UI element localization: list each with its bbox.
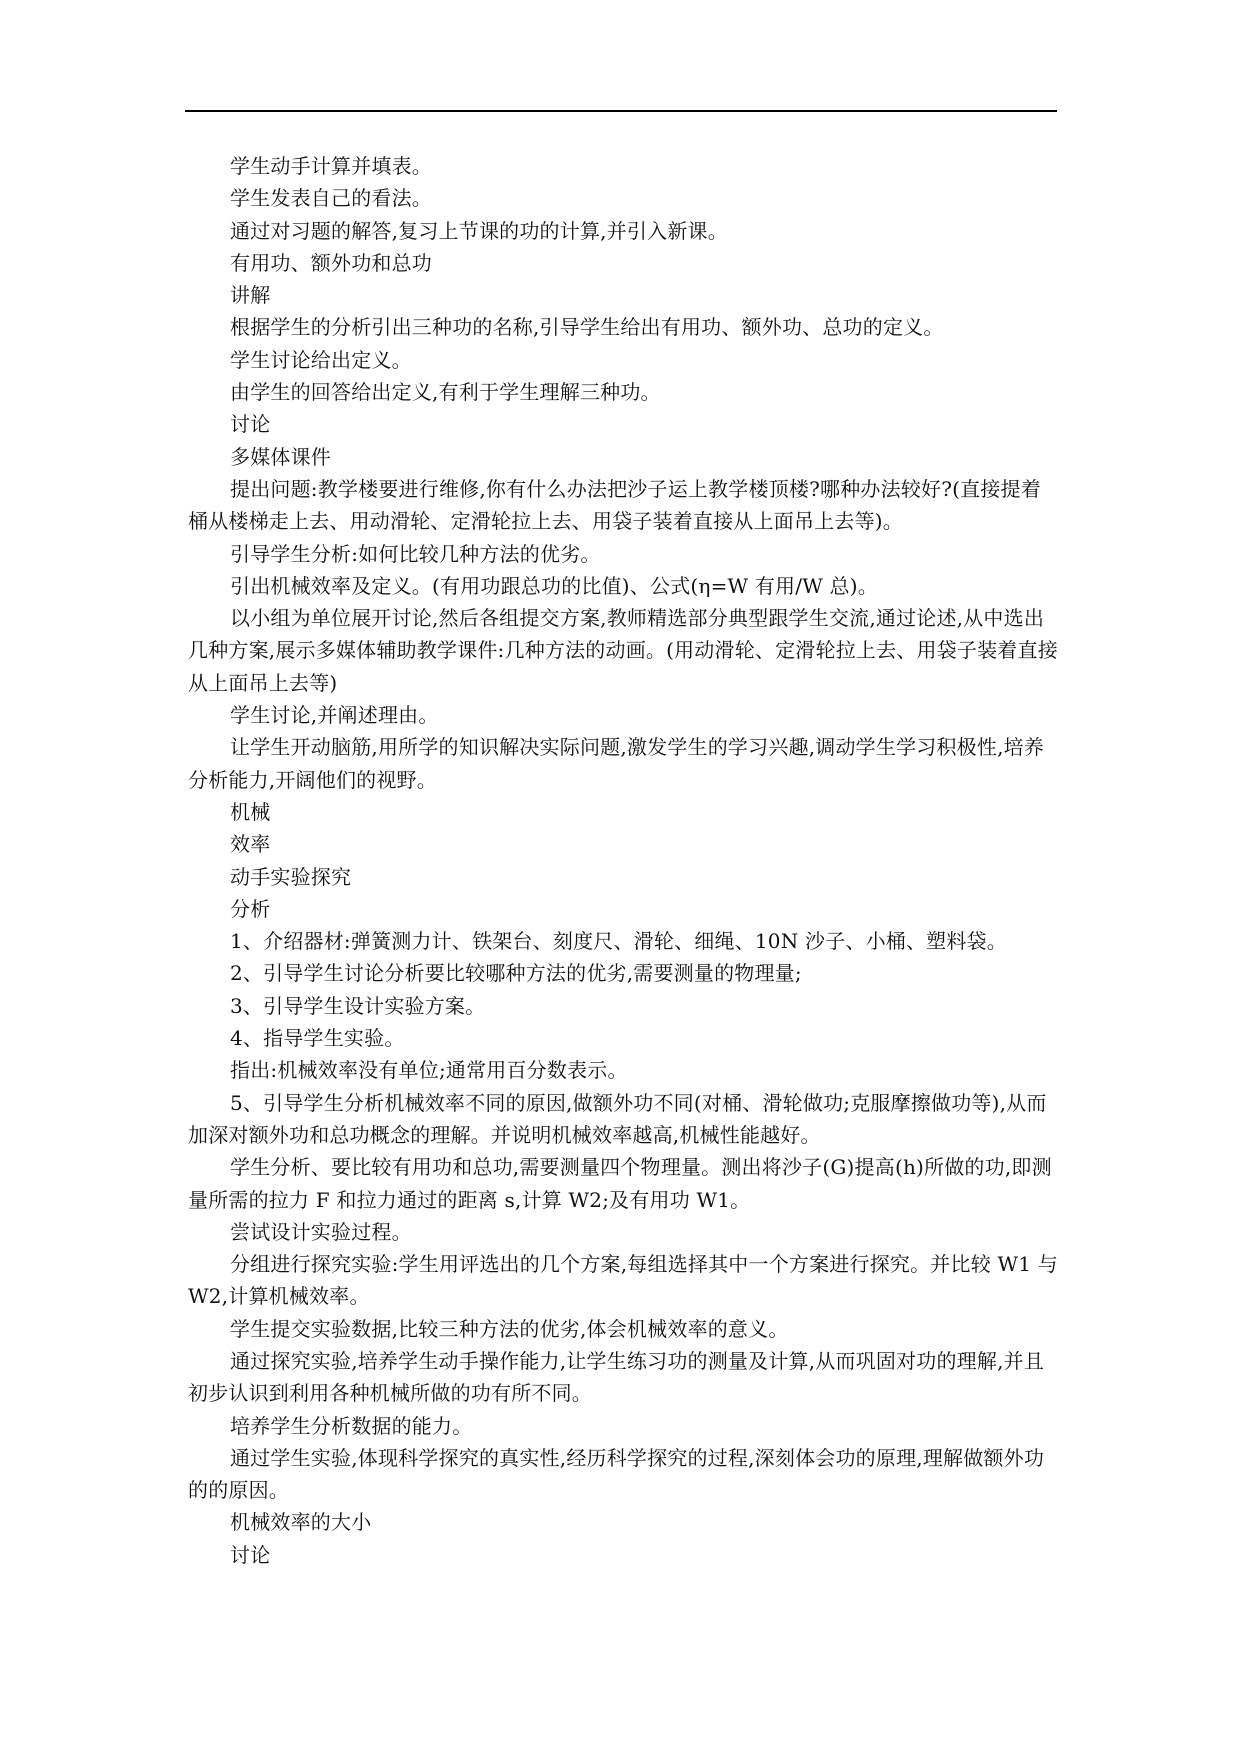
paragraph: 通过探究实验,培养学生动手操作能力,让学生练习功的测量及计算,从而巩固对功的理解,并且初步认识到利用各种机械所做的功有所不同。 [188,1348,1045,1406]
paragraph: 动手实验探究 [230,864,352,889]
paragraph: 学生提交实验数据,比较三种方法的优劣,体会机械效率的意义。 [230,1316,789,1341]
paragraph: 让学生开动脑筋,用所学的知识解决实际问题,激发学生的学习兴趣,调动学生学习积极性,培养分析能力,开阔他们的视野。 [188,735,1045,792]
paragraph: 5、引导学生分析机械效率不同的原因,做额外功不同(对桶、滑轮做功;克服摩擦做功等),从而加深对额外功和总功概念的理解。并说明机械效率越高,机械性能越好。 [188,1090,1047,1147]
paragraph: 指出:机械效率没有单位;通常用百分数表示。 [230,1058,628,1083]
paragraph: 4、指导学生实验。 [230,1026,405,1051]
paragraph: 学生讨论给出定义。 [230,347,412,372]
paragraph: 分析 [230,896,271,921]
paragraph: 机械效率的大小 [230,1510,372,1535]
paragraph: 1、介绍器材:弹簧测力计、铁架台、刻度尺、滑轮、细绳、10N 沙子、小桶、塑料袋。 [230,929,1007,954]
header-rule [185,110,1057,112]
paragraph: 通过学生实验,体现科学探究的真实性,经历科学探究的过程,深刻体会功的原理,理解做额外功的的原因。 [188,1445,1045,1503]
paragraph: 以小组为单位展开讨论,然后各组提交方案,教师精选部分典型跟学生交流,通过论述,从中选出几种方案,展示多媒体辅助教学课件:几种方法的动画。(用动滑轮、定滑轮拉上去、用袋子装着直接从上面吊上去等) [188,606,1058,695]
paragraph: 学生分析、要比较有用功和总功,需要测量四个物理量。测出将沙子(G)提高(h)所做的功,即测量所需的拉力 F 和拉力通过的距离 s,计算 W2;及有用功 W1。 [188,1155,1052,1212]
paragraph: 机械 [230,799,271,824]
paragraph: 2、引导学生讨论分析要比较哪种方法的优劣,需要测量的物理量; [230,961,802,986]
paragraph: 学生发表自己的看法。 [230,186,432,211]
paragraph: 学生讨论,并阐述理由。 [230,703,439,728]
paragraph: 讨论 [230,412,271,437]
paragraph: 多媒体课件 [230,444,331,469]
paragraph: 学生动手计算并填表。 [230,154,432,178]
paragraph: 3、引导学生设计实验方案。 [230,993,486,1018]
paragraph: 由学生的回答给出定义,有利于学生理解三种功。 [230,380,661,405]
paragraph: 通过对习题的解答,复习上节课的功的计算,并引入新课。 [230,218,728,243]
paragraph: 讲解 [230,283,271,308]
paragraph: 效率 [230,832,271,857]
paragraph: 有用功、额外功和总功 [230,250,432,275]
paragraph: 引出机械效率及定义。(有用功跟总功的比值)、公式(η=W 有用/W 总)。 [230,573,878,598]
paragraph: 提出问题:教学楼要进行维修,你有什么办法把沙子运上教学楼顶楼?哪种办法较好?(直接提着桶从楼梯走上去、用动滑轮、定滑轮拉上去、用袋子装着直接从上面吊上去等)。 [188,476,1041,534]
paragraph: 讨论 [230,1542,271,1567]
paragraph: 尝试设计实验过程。 [230,1219,412,1244]
document-body [188,150,1060,1571]
paragraph: 培养学生分析数据的能力。 [230,1413,473,1438]
paragraph: 引导学生分析:如何比较几种方法的优劣。 [230,541,601,566]
paragraph: 分组进行探究实验:学生用评选出的几个方案,每组选择其中一个方案进行探究。并比较 W1 与 W2,计算机械效率。 [188,1252,1058,1309]
paragraph: 根据学生的分析引出三种功的名称,引导学生给出有用功、额外功、总功的定义。 [230,315,944,340]
